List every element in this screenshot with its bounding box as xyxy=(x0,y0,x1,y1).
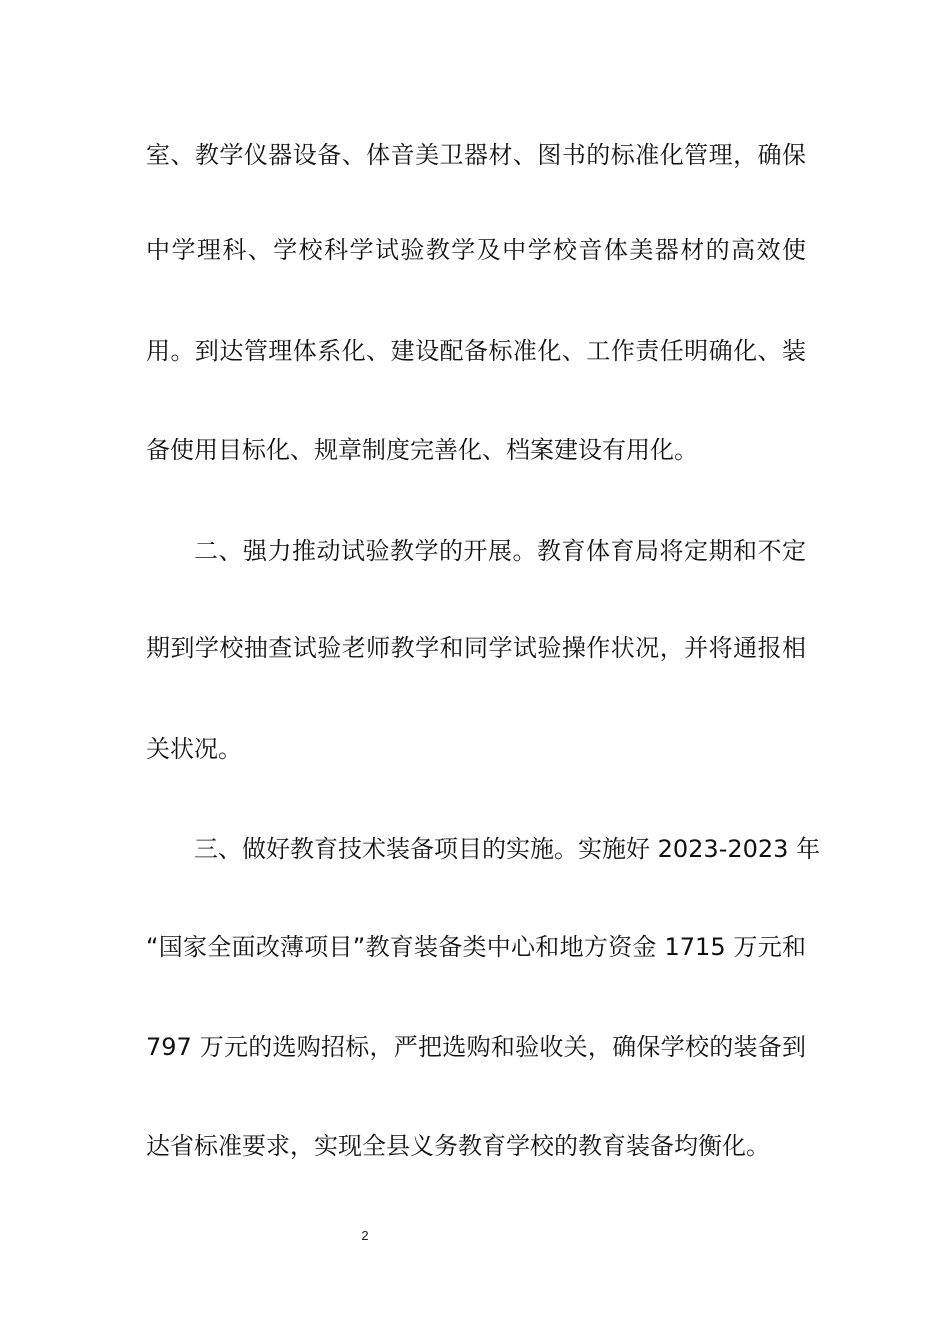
paragraph-2-line-3: 关状况。 xyxy=(146,735,242,763)
paragraph-1-line-3: 用。到达管理体系化、建设配备标准化、工作责任明确化、装 xyxy=(146,337,806,365)
paragraph-1-line-1: 室、教学仪器设备、体音美卫器材、图书的标准化管理，确保 xyxy=(146,141,806,169)
paragraph-3-line-2: “国家全面改薄项目”教育装备类中心和地方资金 1715 万元和 xyxy=(146,933,806,961)
page-number: 2 xyxy=(361,1228,369,1243)
paragraph-3-line-3: 797 万元的选购招标，严把选购和验收关，确保学校的装备到 xyxy=(146,1033,806,1061)
paragraph-3-line-4: 达省标准要求，实现全县义务教育学校的教育装备均衡化。 xyxy=(146,1132,770,1160)
paragraph-1-line-4: 备使用目标化、规章制度完善化、档案建设有用化。 xyxy=(146,436,698,464)
paragraph-1-line-2: 中学理科、学校科学试验教学及中学校音体美器材的高效使 xyxy=(146,236,806,264)
paragraph-3-line-1: 三、做好教育技术装备项目的实施。实施好 2023-2023 年 xyxy=(194,835,821,863)
paragraph-2-line-2: 期到学校抽查试验老师教学和同学试验操作状况，并将通报相 xyxy=(146,634,806,662)
paragraph-2-line-1: 二、强力推动试验教学的开展。教育体育局将定期和不定 xyxy=(194,537,806,565)
